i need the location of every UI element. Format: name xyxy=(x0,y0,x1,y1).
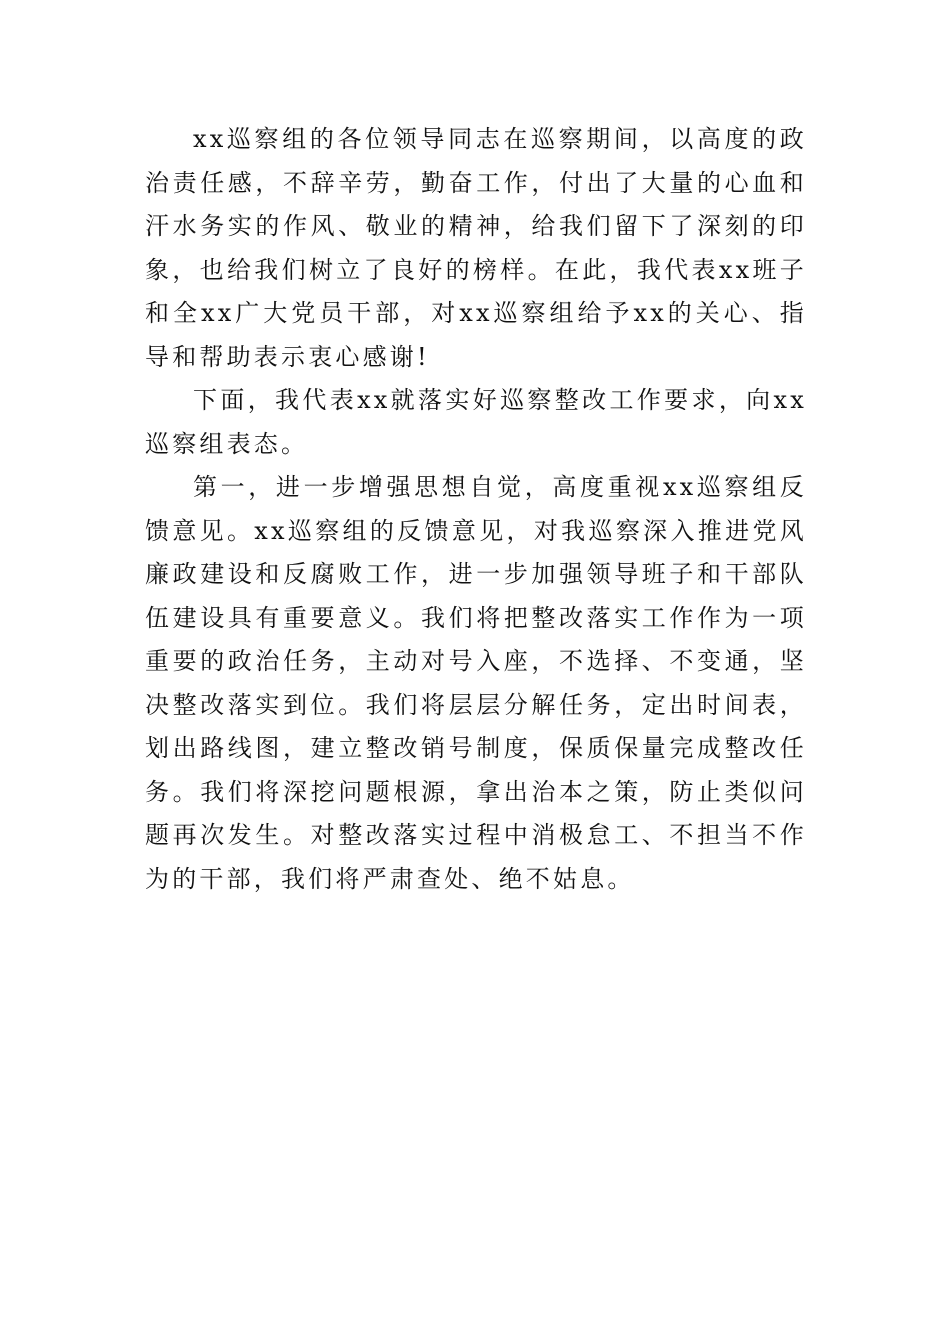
paragraph-first-point: 第一，进一步增强思想自觉，高度重视xx巡察组反馈意见。xx巡察组的反馈意见，对我巡察深入推进党风廉政建设和反腐败工作，进一步加强领导班子和干部队伍建设具有重要意义。我们将把整改落实工作作为一项重要的政治任务，主动对号入座，不选择、不变通，坚决整改落实到位。我们将层层分解任务，定出时间表，划出路线图，建立整改销号制度，保质保量完成整改任务。我们将深挖问题根源，拿出治本之策，防止类似问题再次发生。对整改落实过程中消极怠工、不担当不作为的干部，我们将严肃查处、绝不姑息。 xyxy=(145,473,807,893)
paragraph-statement-intro: 下面，我代表xx就落实好巡察整改工作要求，向xx巡察组表态。 xyxy=(145,386,807,458)
document-body xyxy=(145,118,807,901)
paragraph-thanks: xx巡察组的各位领导同志在巡察期间，以高度的政治责任感，不辞辛劳，勤奋工作，付出了大量的心血和汗水务实的作风、敬业的精神，给我们留下了深刻的印象，也给我们树立了良好的榜样。在此，我代表xx班子和全xx广大党员干部，对xx巡察组给予xx的关心、指导和帮助表示衷心感谢! xyxy=(145,125,807,371)
